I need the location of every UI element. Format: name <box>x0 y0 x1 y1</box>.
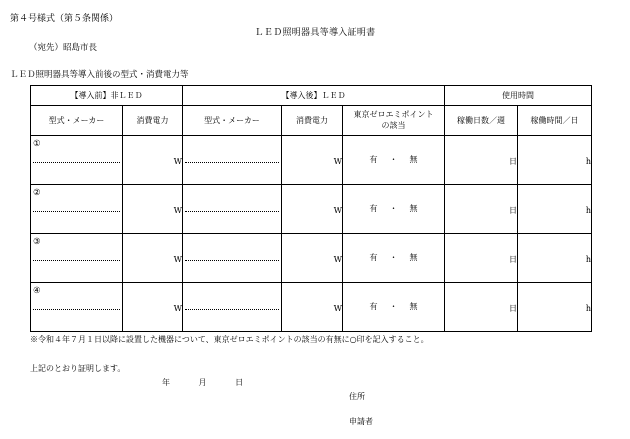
watt-unit: W <box>333 304 342 314</box>
header-after-led: 【導入後】ＬＥＤ <box>183 86 445 106</box>
choice-yes[interactable]: 有 <box>369 253 378 263</box>
hour-unit: h <box>585 157 592 167</box>
dotted-divider <box>185 211 279 212</box>
col-power-after: 消費電力 <box>282 106 343 136</box>
date-line <box>162 378 243 388</box>
zero-emi-choice[interactable] <box>343 185 445 234</box>
day-unit: 日 <box>509 206 518 216</box>
model-maker-before-field[interactable] <box>31 283 123 332</box>
row-number: ② <box>33 188 41 198</box>
date-month-label: 月 <box>198 378 207 387</box>
form-number: 第４号様式（第５条関係） <box>10 14 119 24</box>
hours-per-day-field[interactable] <box>518 283 592 332</box>
zero-emi-choice[interactable] <box>343 283 445 332</box>
col-zero-emi-line2: の該当 <box>381 120 406 130</box>
dotted-divider <box>33 162 120 163</box>
choice-separator: ・ <box>389 253 398 263</box>
choice-no[interactable]: 無 <box>409 155 418 165</box>
watt-unit: W <box>173 255 182 265</box>
address-label: 住所 <box>349 392 365 401</box>
watt-unit: W <box>173 304 182 314</box>
row-number: ① <box>33 139 41 149</box>
dotted-divider <box>33 309 120 310</box>
model-maker-after-field[interactable] <box>183 234 282 283</box>
model-maker-after-field[interactable] <box>183 185 282 234</box>
day-unit: 日 <box>509 304 518 314</box>
hour-unit: h <box>585 304 592 314</box>
days-per-week-field[interactable] <box>445 234 518 283</box>
power-before-field[interactable] <box>123 136 183 185</box>
choice-yes[interactable]: 有 <box>369 302 378 312</box>
zero-emi-choice[interactable] <box>343 136 445 185</box>
col-hours-per-day: 稼働時間／日 <box>518 106 592 136</box>
col-zero-emi-point <box>343 106 445 136</box>
table-row <box>31 234 592 283</box>
watt-unit: W <box>173 206 182 216</box>
watt-unit: W <box>333 157 342 167</box>
row-number: ③ <box>33 237 41 247</box>
choice-separator: ・ <box>389 204 398 214</box>
model-maker-after-field[interactable] <box>183 283 282 332</box>
day-unit: 日 <box>509 255 518 265</box>
choice-separator: ・ <box>389 302 398 312</box>
dotted-divider <box>185 309 279 310</box>
col-days-per-week: 稼働日数／週 <box>445 106 518 136</box>
power-after-field[interactable] <box>282 283 343 332</box>
model-maker-after-field[interactable] <box>183 136 282 185</box>
row-number: ④ <box>33 286 41 296</box>
watt-unit: W <box>173 157 182 167</box>
days-per-week-field[interactable] <box>445 136 518 185</box>
dotted-divider <box>33 260 120 261</box>
certification-statement: 上記のとおり証明します。 <box>30 364 126 373</box>
led-installation-table <box>30 85 592 332</box>
choice-yes[interactable]: 有 <box>369 204 378 214</box>
choice-no[interactable]: 無 <box>409 253 418 263</box>
model-maker-before-field[interactable] <box>31 136 123 185</box>
header-usage-time: 使用時間 <box>445 86 592 106</box>
choice-no[interactable]: 無 <box>409 302 418 312</box>
section-heading: ＬＥＤ照明器具等導入前後の型式・消費電力等 <box>10 70 189 80</box>
days-per-week-field[interactable] <box>445 283 518 332</box>
table-row <box>31 185 592 234</box>
date-year-label: 年 <box>162 378 170 387</box>
col-power-before: 消費電力 <box>123 106 183 136</box>
choice-no[interactable]: 無 <box>409 204 418 214</box>
model-maker-before-field[interactable] <box>31 185 123 234</box>
choice-separator: ・ <box>389 155 398 165</box>
col-model-maker-before: 型式・メーカー <box>31 106 123 136</box>
hour-unit: h <box>585 206 592 216</box>
applicant-label: 申請者 <box>349 417 373 426</box>
power-after-field[interactable] <box>282 234 343 283</box>
header-before-led: 【導入前】非ＬＥＤ <box>31 86 183 106</box>
dotted-divider <box>185 162 279 163</box>
watt-unit: W <box>333 206 342 216</box>
addressee: （宛先）昭島市長 <box>29 43 98 53</box>
days-per-week-field[interactable] <box>445 185 518 234</box>
watt-unit: W <box>333 255 342 265</box>
col-zero-emi-line1: 東京ゼロエミポイント <box>353 109 434 119</box>
power-after-field[interactable] <box>282 185 343 234</box>
page-title: ＬＥＤ照明器具等導入証明書 <box>254 28 376 38</box>
hours-per-day-field[interactable] <box>518 185 592 234</box>
hours-per-day-field[interactable] <box>518 136 592 185</box>
power-before-field[interactable] <box>123 234 183 283</box>
hours-per-day-field[interactable] <box>518 234 592 283</box>
hour-unit: h <box>585 255 592 265</box>
power-after-field[interactable] <box>282 136 343 185</box>
power-before-field[interactable] <box>123 185 183 234</box>
dotted-divider <box>185 260 279 261</box>
table-row <box>31 283 592 332</box>
table-row <box>31 136 592 185</box>
col-model-maker-after: 型式・メーカー <box>183 106 282 136</box>
day-unit: 日 <box>509 157 518 167</box>
dotted-divider <box>33 211 120 212</box>
power-before-field[interactable] <box>123 283 183 332</box>
footnote: ※令和４年７月１日以降に設置した機器について、東京ゼロエミポイントの該当の有無に○印を記入すること。 <box>30 335 429 344</box>
model-maker-before-field[interactable] <box>31 234 123 283</box>
choice-yes[interactable]: 有 <box>369 155 378 165</box>
zero-emi-choice[interactable] <box>343 234 445 283</box>
date-day-label: 日 <box>235 378 244 387</box>
